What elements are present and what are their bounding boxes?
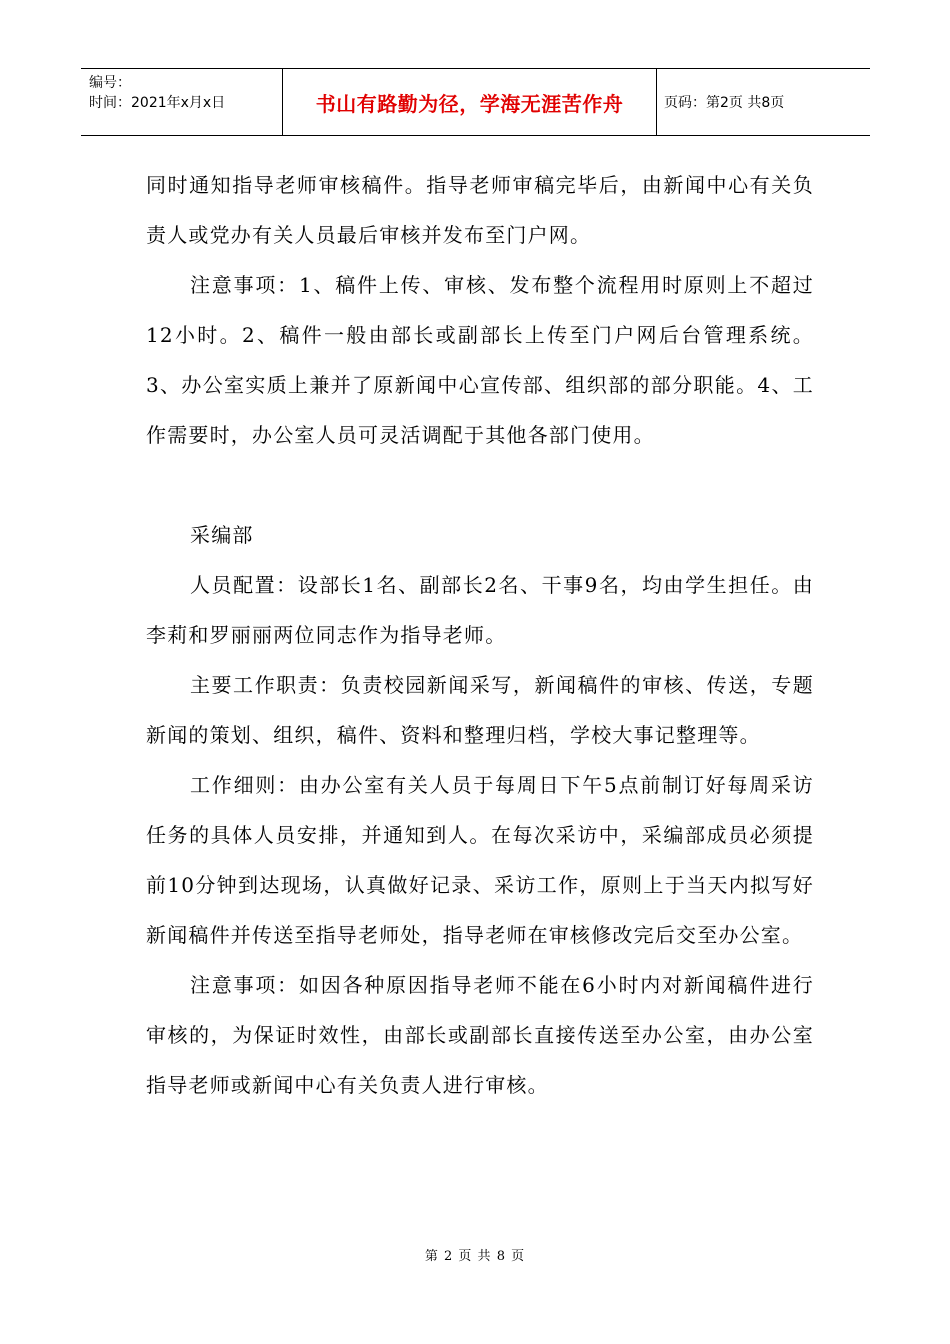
- number-label: 编号：: [89, 75, 131, 91]
- paragraph: 同时通知指导老师审核稿件。指导老师审稿完毕后，由新闻中心有关负责人或党办有关人员最后审核并发布至门户网。: [146, 173, 814, 247]
- time-label: 时间：2021年x月x日: [89, 95, 226, 111]
- header-meta: [81, 69, 283, 135]
- page-header: [81, 68, 870, 136]
- paragraph: 工作细则：由办公室有关人员于每周日下午5点前制订好每周采访任务的具体人员安排，并通知到人。在每次采访中，采编部成员必须提前10分钟到达现场，认真做好记录、采访工作，原则上于当天内拟写好新闻稿件并传送至指导老师处，指导老师在审核修改完后交至办公室。: [146, 773, 814, 947]
- page-footer: 第 2 页 共 8 页: [424, 1249, 526, 1264]
- header-motto: 书山有路勤为径，学海无涯苦作舟: [283, 69, 657, 135]
- paragraph: 注意事项：1、稿件上传、审核、发布整个流程用时原则上不超过12小时。2、稿件一般由部长或副部长上传至门户网后台管理系统。3、办公室实质上兼并了原新闻中心宣传部、组织部的部分职能。4、工作需要时，办公室人员可灵活调配于其他各部门使用。: [146, 273, 814, 447]
- header-page-info: 页码：第2页 共8页: [664, 95, 785, 111]
- paragraph: 注意事项：如因各种原因指导老师不能在6小时内对新闻稿件进行审核的，为保证时效性，由部长或副部长直接传送至办公室，由办公室指导老师或新闻中心有关负责人进行审核。: [146, 973, 814, 1097]
- paragraph: 主要工作职责：负责校园新闻采写，新闻稿件的审核、传送，专题新闻的策划、组织，稿件、资料和整理归档，学校大事记整理等。: [146, 673, 814, 747]
- paragraph: 人员配置：设部长1名、副部长2名、干事9名，均由学生担任。由李莉和罗丽丽两位同志作为指导老师。: [146, 573, 814, 647]
- section-heading: 采编部: [190, 523, 254, 547]
- document-body: [146, 160, 814, 1110]
